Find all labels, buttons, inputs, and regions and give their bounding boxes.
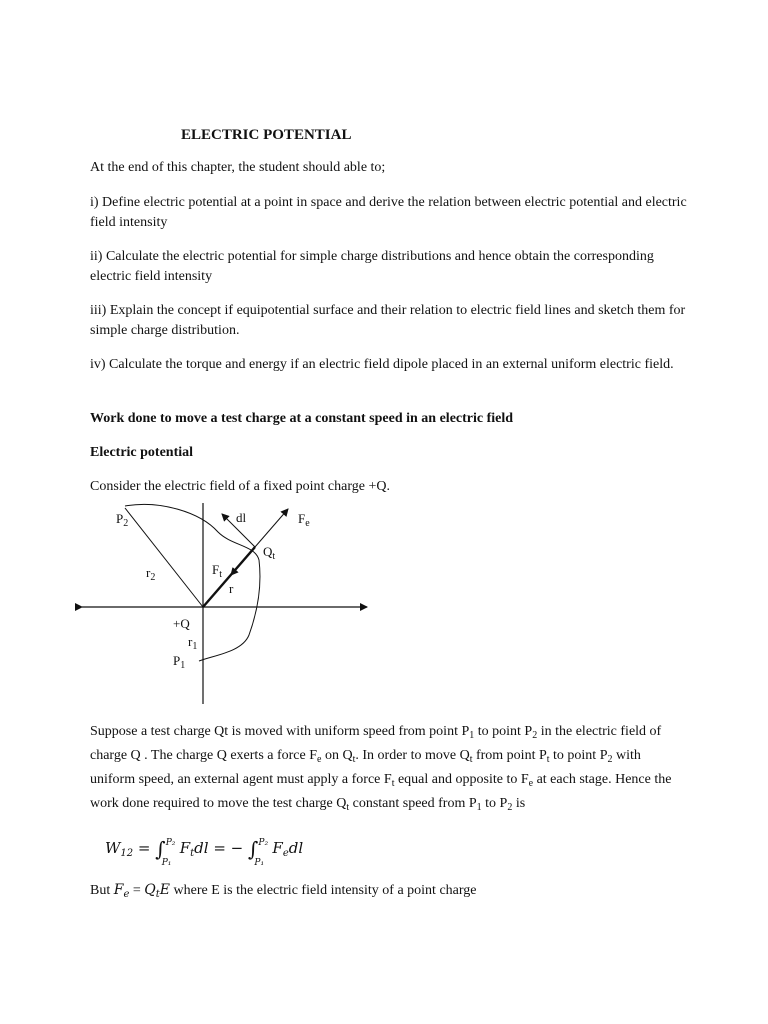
r2-line <box>125 508 203 607</box>
label-dl: dl <box>236 510 247 525</box>
but-line: But $F_e = Q_tE$ where E is the electric field intensity of a point charge <box>90 882 477 900</box>
objective-3: iii) Explain the concept if equipotential surface and their relation to electric field lines and sketch them for simple charge distribution. <box>90 303 686 338</box>
objective-1: i) Define electric potential at a point in space and derive the relation between electric potential and electric field intensity <box>90 195 687 230</box>
heading-electric-potential: Electric potential <box>90 445 194 460</box>
ft-arrow <box>231 547 255 575</box>
consider-paragraph: Consider the electric field of a fixed point charge +Q. <box>90 479 390 494</box>
label-p1: $P_1$ <box>173 653 186 671</box>
field-diagram <box>0 500 768 710</box>
heading-work-done: Work done to move a test charge at a constant speed in an electric field <box>90 411 514 426</box>
path-curve <box>125 504 260 661</box>
objective-4: iv) Calculate the torque and energy if an electric field dipole placed in an external uniform electric field. <box>90 357 674 372</box>
label-r: r <box>229 581 234 596</box>
label-fe: $F_e$ <box>298 511 310 529</box>
objective-2: ii) Calculate the electric potential for simple charge distributions and hence obtain the corresponding electric field intensity <box>90 249 654 284</box>
fe-arrow <box>255 509 288 547</box>
label-r1: $r_1$ <box>188 634 198 652</box>
intro-paragraph: At the end of this chapter, the student should able to; <box>90 160 386 175</box>
label-p2: $P_2$ <box>116 511 129 529</box>
suppose-paragraph: Suppose a test charge Qt is moved with uniform speed from point $P_1$ to point $P_2$ in the electric field of charge Q . The charge Q exerts a force $F_e$ on $Q_t$. In order to move $Q_t$ from point $P_t$ to point $P_2$ with uniform speed, an external agent must apply a force $F_t$ equal and opposite to $F_e$ at each stage. Hence the work done required to move the test charge $Q_t$ constant speed from $P_1$ to $P_2$ is <box>90 724 672 813</box>
label-qt: $Q_t$ <box>263 544 276 562</box>
label-ft: $F_t$ <box>212 562 223 580</box>
label-plus-q: +Q <box>173 616 190 631</box>
page-title: ELECTRIC POTENTIAL <box>181 127 352 143</box>
work-equation: $W_{12}$ = ∫ P₂ P₁ $F_tdl$ = − ∫ P₂ P₁ $F_edl$ <box>105 837 304 868</box>
label-r2: $r_2$ <box>146 565 156 583</box>
